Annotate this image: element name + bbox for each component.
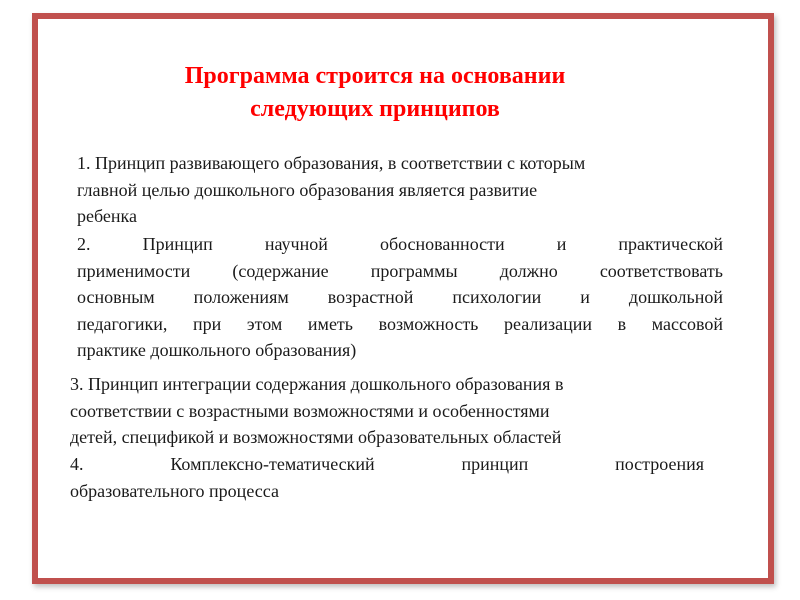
principle-2-line-5: практике дошкольного образования): [77, 340, 357, 360]
principle-4-line-2: образовательного процесса: [70, 480, 279, 501]
principle-3-line-2: соответствии с возрастными возможностями и особенностями: [70, 400, 550, 421]
principle-2-line-2: применимости (содержание программы должно соответствовать: [77, 260, 723, 281]
principle-1-line-2: главной целью дошкольного образования является развитие: [77, 179, 538, 200]
principle-4: [70, 451, 704, 504]
principle-1-line-1: 1. Принцип развивающего образования, в соответствии с которым: [77, 153, 586, 173]
principle-4-line-1: 4. Комплексно-тематический принцип построения: [70, 454, 704, 474]
principle-1: [77, 150, 737, 230]
principle-2-line-1: 2. Принцип научной обоснованности и практической: [77, 234, 723, 254]
principle-3-line-3: детей, спецификой и возможностями образовательных областей: [70, 427, 562, 447]
principle-1-line-3: ребенка: [77, 206, 137, 226]
title-line-2: следующих принципов: [250, 96, 500, 122]
principle-2: [77, 231, 723, 364]
principle-2-line-4: педагогики, при этом иметь возможность реализации в массовой: [77, 313, 723, 334]
principle-3: [70, 371, 730, 451]
title-line-1: Программа строится на основании: [184, 63, 566, 89]
principle-3-line-1: 3. Принцип интеграции содержания дошкольного образования в: [70, 374, 564, 394]
slide-title: [110, 60, 640, 126]
principle-2-line-3: основным положениям возрастной психологии и дошкольной: [77, 287, 723, 307]
